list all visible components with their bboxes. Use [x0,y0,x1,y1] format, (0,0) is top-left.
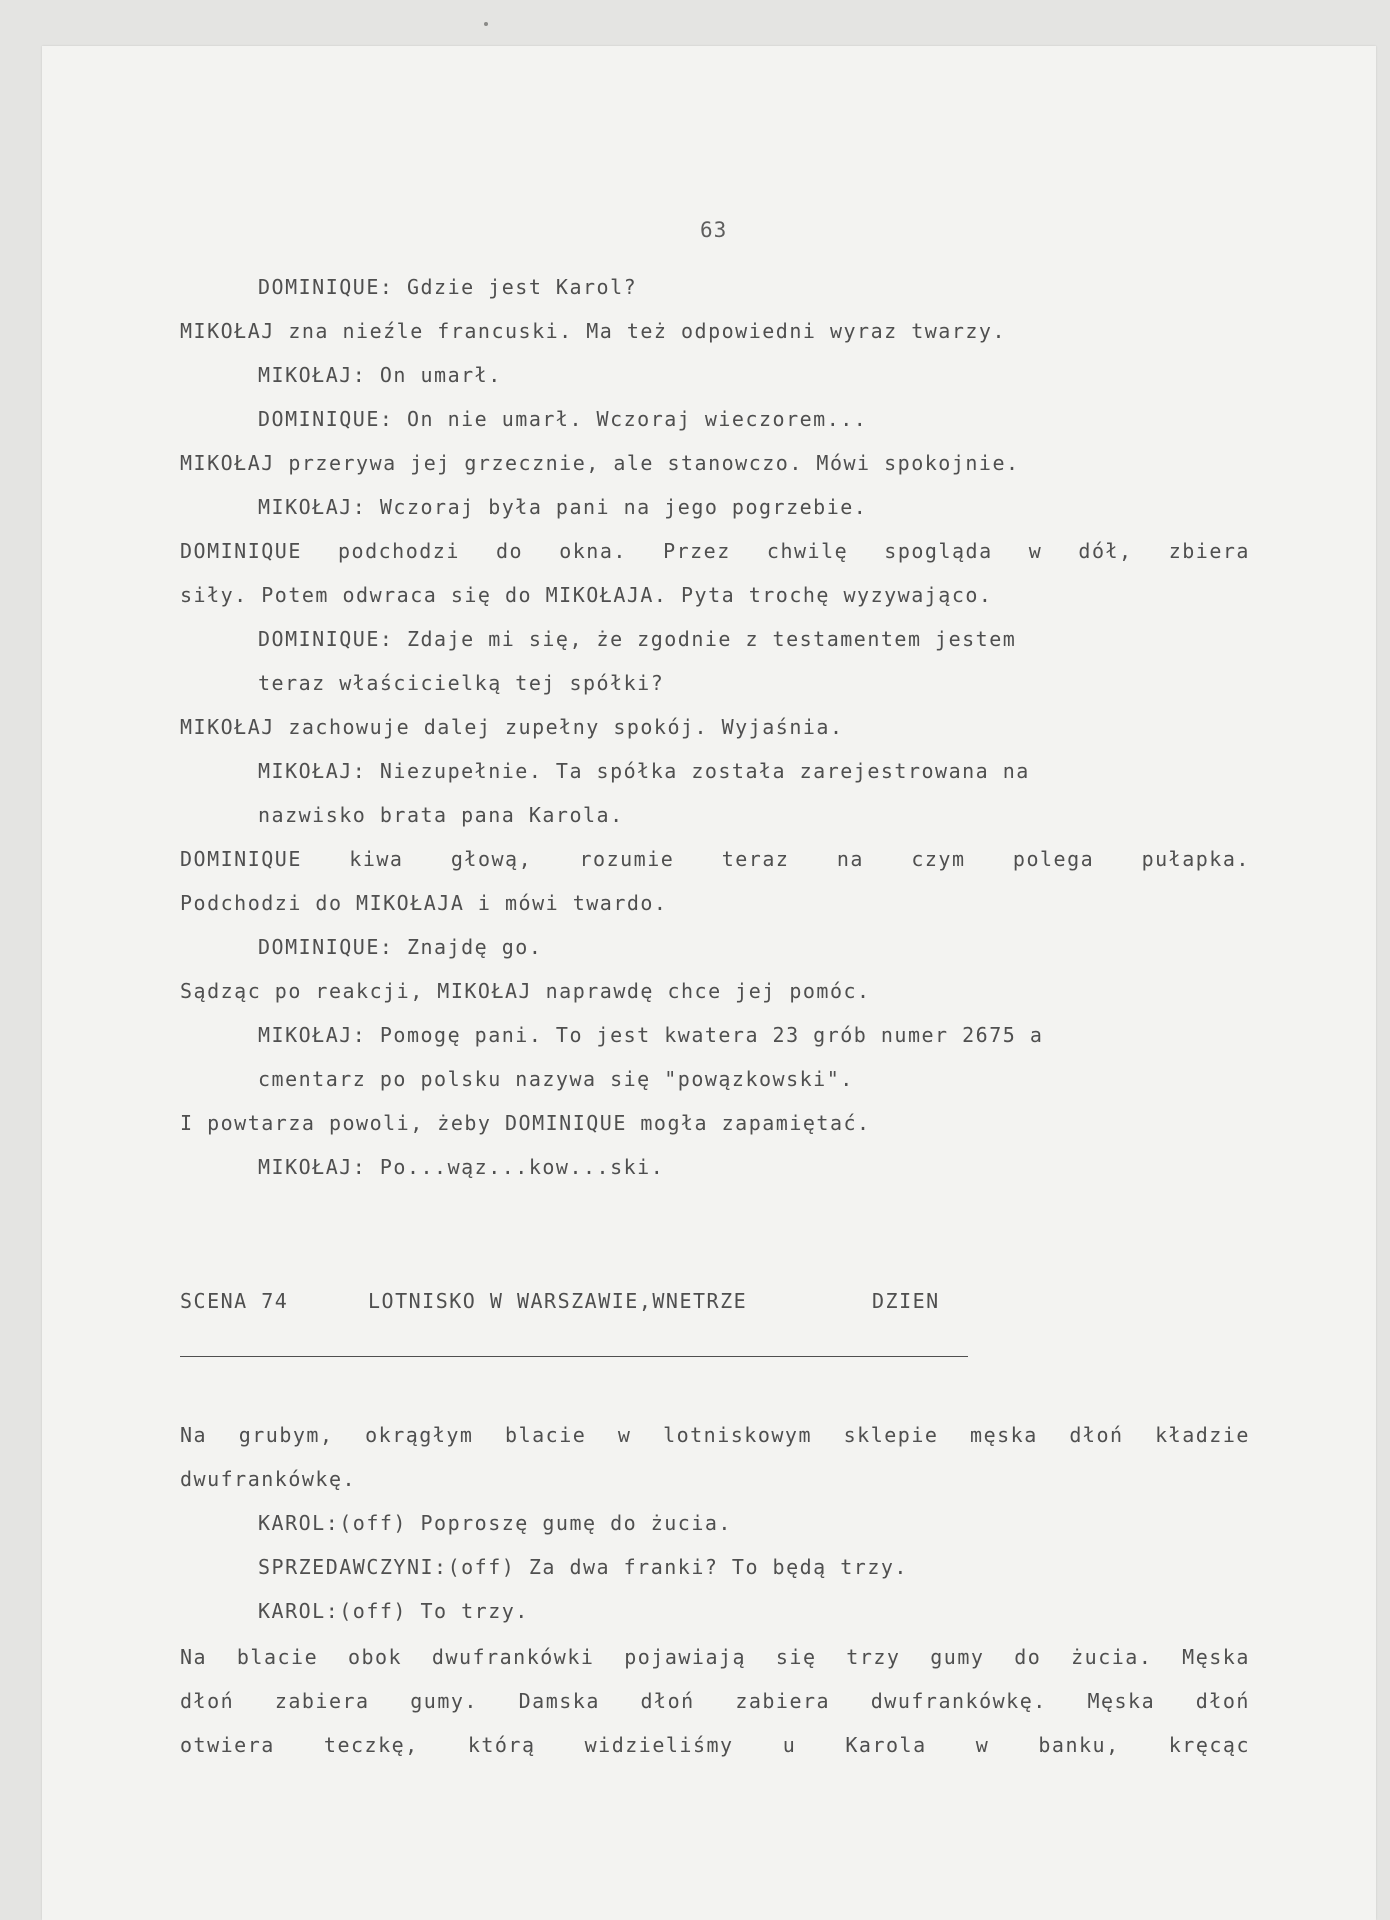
word: gumy [930,1645,985,1669]
word: DOMINIQUE [180,539,302,563]
word: do [1014,1645,1042,1669]
word: kręcąc [1168,1733,1250,1757]
word: banku, [1038,1733,1120,1757]
word: Karola [845,1733,927,1757]
action-line: Podchodzi do MIKOŁAJA i mówi twardo. [180,891,668,915]
dialogue-line: teraz właścicielką tej spółki? [258,671,665,695]
word: się [775,1645,817,1669]
action-line [180,1422,1250,1448]
word: dół, [1078,539,1133,563]
word: głową, [450,847,533,871]
scan-speck [484,22,488,26]
dialogue-line: MIKOŁAJ: Pomogę pani. To jest kwatera 23 grób numer 2675 a [258,1023,1044,1047]
word: Na [180,1423,208,1447]
word: dwufrankówki [431,1645,595,1669]
word: w [975,1733,990,1757]
action-line: dwufrankówkę. [180,1467,357,1491]
dialogue-line: DOMINIQUE: Znajdę go. [258,935,543,959]
word: sklepie [843,1423,939,1447]
word: dwufrankówkę. [870,1689,1047,1713]
action-line [180,538,1250,564]
dialogue-line: DOMINIQUE: Zdaje mi się, że zgodnie z testamentem jestem [258,627,1017,651]
dialogue-line: KAROL:(off) To trzy. [258,1599,529,1623]
dialogue-line: cmentarz po polsku nazywa się "powązkowski". [258,1067,854,1091]
word: chwilę [766,539,849,563]
word: Męska [1182,1645,1250,1669]
word: zabiera [735,1689,831,1713]
dialogue-line: SPRZEDAWCZYNI:(off) Za dwa franki? To będą trzy. [258,1555,908,1579]
word: lotniskowym [663,1423,813,1447]
dialogue-line: DOMINIQUE: On nie umarł. Wczoraj wieczorem... [258,407,868,431]
action-line: siły. Potem odwraca się do MIKOŁAJA. Pyta trochę wyzywająco. [180,583,993,607]
word: żucia. [1071,1645,1153,1669]
word: pojawiają [624,1645,747,1669]
word: trzy [846,1645,901,1669]
dialogue-line: MIKOŁAJ: On umarł. [258,363,502,387]
word: dłoń [180,1689,235,1713]
action-line [180,1732,1250,1758]
word: Męska [1087,1689,1156,1713]
word: dłoń [1195,1689,1250,1713]
word: pułapka. [1141,847,1250,871]
word: blacie [236,1645,319,1669]
word: Przez [663,539,731,563]
action-line [180,846,1250,872]
word: dłoń [1069,1423,1124,1447]
action-line: MIKOŁAJ przerywa jej grzecznie, ale stanowczo. Mówi spokojnie. [180,451,1020,475]
word: czym [911,847,966,871]
word: DOMINIQUE [180,847,302,871]
word: rozumie [579,847,675,871]
scene-number: SCENA 74 [180,1289,289,1313]
dialogue-line: MIKOŁAJ: Wczoraj była pani na jego pogrzebie. [258,495,868,519]
word: obok [347,1645,403,1669]
word: w [1028,539,1043,563]
action-line: I powtarza powoli, żeby DOMINIQUE mogła zapamiętać. [180,1111,871,1135]
word: na [836,847,864,871]
word: blacie [505,1423,587,1447]
word: grubym, [238,1423,334,1447]
word: polega [1012,847,1095,871]
word: okrągłym [365,1423,474,1447]
word: widzieliśmy [584,1733,734,1757]
action-line: Sądząc po reakcji, MIKOŁAJ naprawdę chce jej pomóc. [180,979,871,1003]
word: Damska [518,1689,600,1713]
word: otwiera [180,1733,275,1757]
action-line [180,1688,1250,1714]
dialogue-line: MIKOŁAJ: Niezupełnie. Ta spółka została zarejestrowana na [258,759,1030,783]
word: kładzie [1155,1423,1250,1447]
action-line: MIKOŁAJ zachowuje dalej zupełny spokój. Wyjaśnia. [180,715,844,739]
word: gumy. [410,1689,478,1713]
dialogue-line: KAROL:(off) Poproszę gumę do żucia. [258,1511,732,1535]
dialogue-line: DOMINIQUE: Gdzie jest Karol? [258,275,638,299]
scene-location: LOTNISKO W WARSZAWIE,WNETRZE [368,1289,748,1313]
word: dłoń [640,1689,695,1713]
scene-underline [180,1356,968,1357]
word: teczkę, [323,1733,419,1757]
word: męska [970,1423,1038,1447]
word: teraz [721,847,790,871]
scene-time: DZIEN [872,1289,940,1313]
action-line [180,1644,1250,1670]
word: u [782,1733,797,1757]
word: zabiera [274,1689,370,1713]
page-number: 63 [700,218,728,242]
word: którą [467,1733,536,1757]
word: do [496,539,524,563]
action-line: MIKOŁAJ zna nieźle francuski. Ma też odpowiedni wyraz twarzy. [180,319,1007,343]
word: okna. [559,539,627,563]
dialogue-line: MIKOŁAJ: Po...wąz...kow...ski. [258,1155,665,1179]
dialogue-line: nazwisko brata pana Karola. [258,803,624,827]
word: w [617,1423,632,1447]
word: podchodzi [338,539,460,563]
word: Na [180,1645,208,1669]
word: spogląda [884,539,993,563]
word: kiwa [349,847,404,871]
word: zbiera [1168,539,1250,563]
